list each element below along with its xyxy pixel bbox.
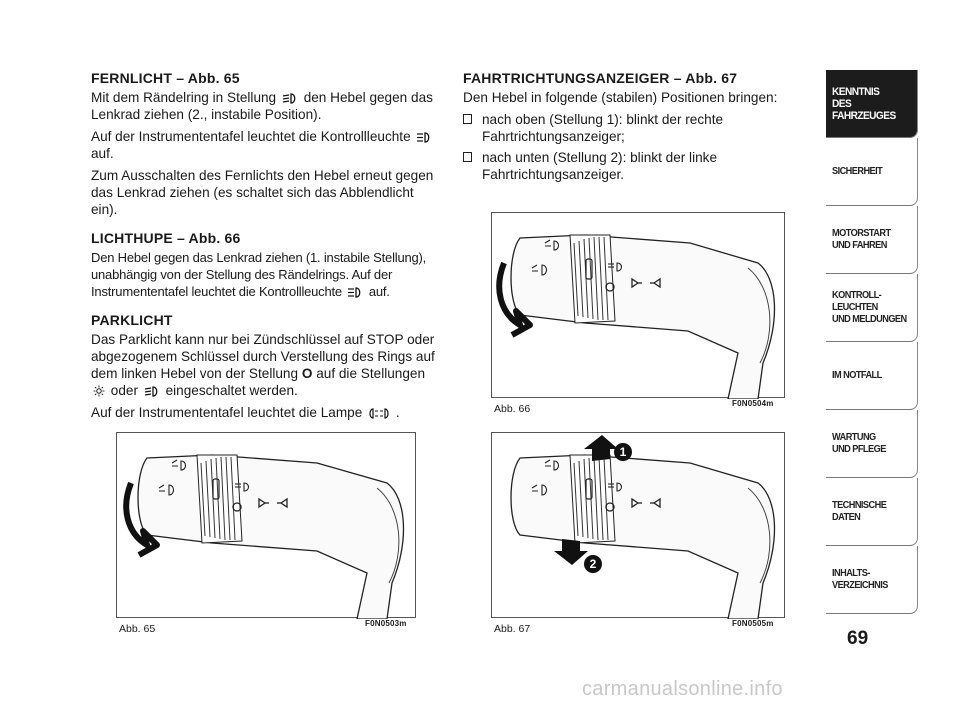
parking-lamp-icon [368, 408, 390, 419]
high-beam-icon [347, 287, 363, 298]
paragraph: Auf der Instrumententafel leuchtet die Kontrollleuchte auf. [91, 128, 441, 162]
figure-code: F0N0503m [365, 619, 407, 628]
tab-kenntnis[interactable]: KENNTNIS DES FAHRZEUGES [826, 70, 918, 138]
paragraph: Mit dem Rändelring in Stellung den Hebel gegen das Lenkrad ziehen (2., instabile Position). [91, 90, 433, 122]
watermark: carmanualsonline.info [582, 678, 783, 700]
figure-abb-66 [491, 212, 785, 415]
figure-code: F0N0505m [732, 619, 774, 628]
section-parklicht [91, 312, 441, 421]
tab-sicherheit[interactable]: SICHERHEIT [826, 138, 918, 206]
tab-technische-daten[interactable]: TECHNISCHE DATEN [826, 478, 918, 546]
section-heading: FERNLICHT – Abb. 65 [91, 70, 240, 86]
section-fernlicht [91, 70, 441, 218]
position-2-marker: 2 [584, 555, 602, 573]
tab-motorstart[interactable]: MOTORSTART UND FAHREN [826, 206, 918, 274]
middle-column [463, 70, 803, 187]
paragraph: Den Hebel in folgende (stabilen) Positionen bringen: [463, 90, 778, 105]
paragraph: Den Hebel gegen das Lenkrad ziehen (1. instabile Stellung), unabhängig von der Stellung des Rändelrings. Auf der Instrumententafel leuchtet die Kontrollleuchte auf. [91, 250, 427, 299]
lever-illustration [492, 213, 786, 399]
high-beam-icon [416, 132, 432, 143]
figure-caption: Abb. 66 [494, 403, 531, 415]
section-heading: PARKLICHT [91, 312, 173, 328]
figure-abb-65 [116, 432, 416, 635]
figure-code: F0N0504m [732, 399, 774, 408]
off-position-symbol: O [301, 366, 313, 381]
tab-kontrollleuchten[interactable]: KONTROLL- LEUCHTEN UND MELDUNGEN [826, 274, 918, 342]
checkbox-bullet-icon [463, 152, 472, 162]
low-beam-icon [144, 386, 160, 397]
section-lichthupe [91, 230, 441, 300]
paragraph: Auf der Instrumententafel leuchtet die Lampe . [91, 405, 400, 420]
lever-illustration [492, 433, 786, 619]
figure-abb-67 [491, 432, 785, 635]
tab-im-notfall[interactable]: IM NOTFALL [826, 342, 918, 410]
figure-caption: Abb. 65 [119, 623, 156, 635]
paragraph: Das Parklicht kann nur bei Zündschlüssel auf STOP oder abgezogenem Schlüssel durch Verstellung des Rings auf dem linken Hebel von der Stellung O auf die Stellungen oder eingeschaltet werden. [91, 332, 435, 398]
chapter-tabs [826, 70, 918, 614]
tab-inhaltsverzeichnis[interactable]: INHALTS- VERZEICHNIS [826, 546, 918, 614]
position-1-marker: 1 [614, 443, 632, 461]
figure-caption: Abb. 67 [494, 623, 531, 635]
paragraph: Zum Ausschalten des Fernlichts den Hebel erneut gegen das Lenkrad ziehen (es schaltet sich das Abblendlicht ein). [91, 168, 434, 217]
page-number: 69 [847, 628, 869, 649]
sidelight-icon [93, 385, 105, 397]
list-item: nach unten (Stellung 2): blinkt der linke Fahrtrichtungsanzeiger. [463, 149, 803, 183]
lever-illustration [117, 433, 417, 619]
low-beam-icon [282, 93, 298, 104]
section-heading: LICHTHUPE – Abb. 66 [91, 230, 241, 246]
list-item: nach oben (Stellung 1): blinkt der rechte Fahrtrichtungsanzeiger; [463, 111, 803, 145]
tab-wartung[interactable]: WARTUNG UND PFLEGE [826, 410, 918, 478]
section-heading: FAHRTRICHTUNGSANZEIGER – Abb. 67 [463, 70, 738, 86]
checkbox-bullet-icon [463, 114, 472, 124]
left-column [91, 70, 441, 433]
